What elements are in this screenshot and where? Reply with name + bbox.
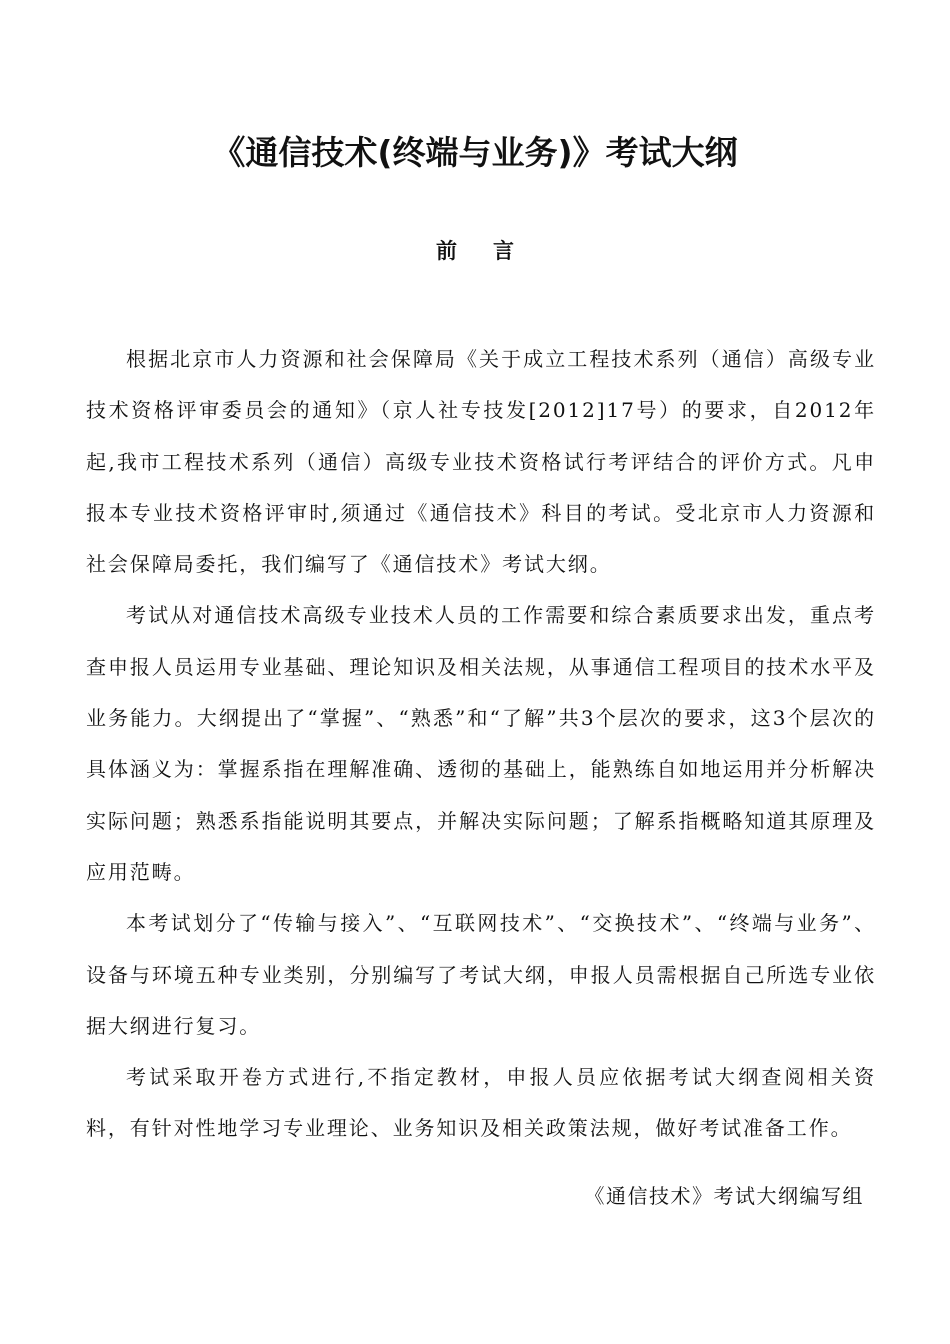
document-body: [86, 334, 876, 1155]
body-paragraph: 本考试划分了“传输与接入”、“互联网技术”、“交换技术”、“终端与业务”、设备与环境五种专业类别，分别编写了考试大纲，申报人员需根据自己所选专业依据大纲进行复习。: [86, 911, 876, 1038]
body-paragraph: 根据北京市人力资源和社会保障局《关于成立工程技术系列（通信）高级专业技术资格评审委员会的通知》（京人社专技发[2012]17号）的要求，自2012年起,我市工程技术系列（通信）高级专业技术资格试行考评结合的评价方式。凡申报本专业技术资格评审时,须通过《通信技术》科目的考试。受北京市人力资源和社会保障局委托，我们编写了《通信技术》考试大纲。: [86, 347, 876, 577]
section-heading-preface: 前言: [436, 238, 550, 263]
body-paragraph: 考试采取开卷方式进行,不指定教材，申报人员应依据考试大纲查阅相关资料，有针对性地学习专业理论、业务知识及相关政策法规，做好考试准备工作。: [86, 1065, 876, 1141]
body-paragraph: 考试从对通信技术高级专业技术人员的工作需要和综合素质要求出发，重点考查申报人员运用专业基础、理论知识及相关法规，从事通信工程项目的技术水平及业务能力。大纲提出了“掌握”、“熟悉”和“了解”共3个层次的要求，这3个层次的具体涵义为：掌握系指在理解准确、透彻的基础上，能熟练自如地运用并分析解决实际问题；熟悉系指能说明其要点，并解决实际问题；了解系指概略知道其原理及应用范畴。: [86, 603, 876, 884]
document-title: 《通信技术(终端与业务)》考试大纲: [212, 133, 738, 172]
document-signature: 《通信技术》考试大纲编写组: [584, 1184, 864, 1208]
